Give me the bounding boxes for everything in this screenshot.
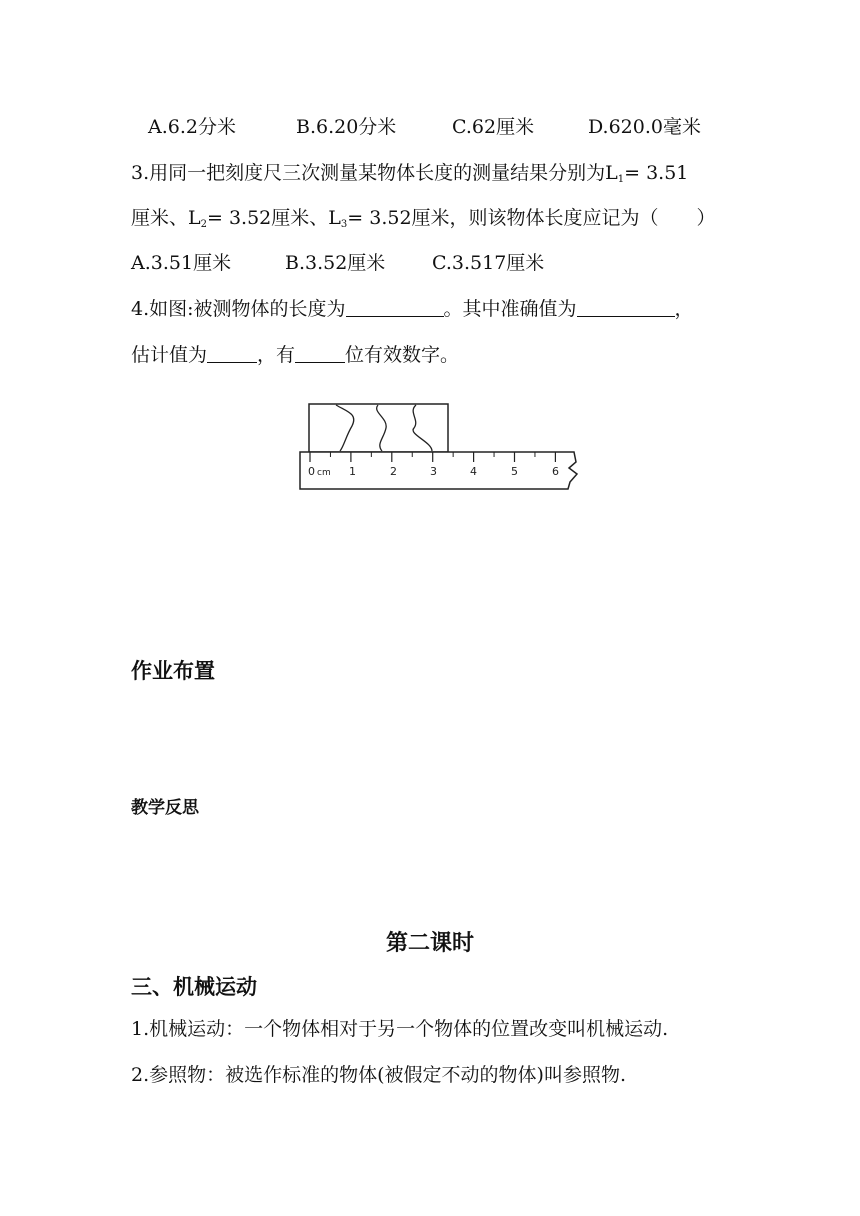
q3-option-c: C.3.517厘米 bbox=[432, 252, 545, 274]
tick-label-2: 2 bbox=[390, 465, 397, 478]
tick-label-5: 5 bbox=[511, 465, 518, 478]
answer-blank-length[interactable] bbox=[346, 298, 444, 317]
lesson-title: 第二课时 bbox=[385, 931, 474, 956]
tick-label-1: 1 bbox=[349, 465, 356, 478]
q3-line-1: 3.用同一把刻度尺三次测量某物体长度的测量结果分别为$L_1= 3.51$ bbox=[131, 162, 689, 185]
answer-blank-estimate[interactable] bbox=[207, 344, 257, 363]
measured-object bbox=[309, 404, 448, 452]
definition-reference-object: 2.参照物：被选作标准的物体(被假定不动的物体)叫参照物. bbox=[131, 1064, 626, 1086]
q2-option-d: D.620.0毫米 bbox=[588, 116, 701, 138]
q2-option-c: C.62厘米 bbox=[452, 116, 535, 138]
tick-label-4: 4 bbox=[470, 465, 477, 478]
section-heading: 三、机械运动 bbox=[131, 975, 257, 999]
ruler-body bbox=[300, 452, 577, 489]
answer-blank-accurate[interactable] bbox=[577, 298, 675, 317]
q3-option-a: A.3.51厘米 bbox=[131, 252, 232, 274]
homework-heading: 作业布置 bbox=[131, 659, 215, 683]
q2-option-a: A.6.2分米 bbox=[148, 116, 236, 138]
tick-label-0: 0 bbox=[308, 465, 315, 478]
q4-line-1: 4.如图:被测物体的长度为 。其中准确值为 ， bbox=[131, 298, 694, 320]
q4-line-2: 估计值为 ，有 位有效数字。 bbox=[131, 344, 460, 366]
ruler-unit-label: cm bbox=[317, 468, 331, 478]
q3-line-2: 厘米、$L_2= 3.52$厘米、$L_3= 3.52$厘米，则该物体长度应记为（ ） bbox=[131, 207, 716, 230]
answer-blank-digits[interactable] bbox=[295, 344, 345, 363]
tick-label-3: 3 bbox=[430, 465, 437, 478]
tick-label-6: 6 bbox=[552, 465, 559, 478]
reflection-heading: 教学反思 bbox=[131, 798, 199, 818]
q2-option-b: B.6.20分米 bbox=[296, 116, 397, 138]
definition-mechanical-motion: 1.机械运动：一个物体相对于另一个物体的位置改变叫机械运动. bbox=[131, 1018, 669, 1040]
q3-option-b: B.3.52厘米 bbox=[285, 252, 386, 274]
ruler-figure bbox=[298, 402, 588, 494]
